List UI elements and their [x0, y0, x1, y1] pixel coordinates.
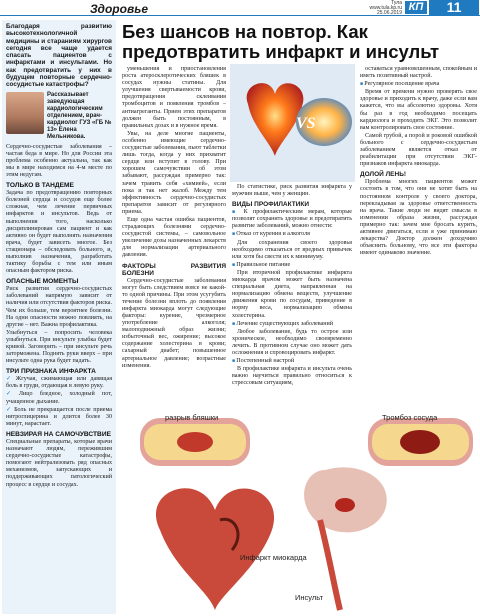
article-column-2	[232, 184, 352, 406]
sidebar-paragraph: Сердечно-сосудистые заболевания – частая беда в мире. Но для России эта проблема особенно актуальна, так как мы в мире находимся на 4-м месте по этим недугам.	[6, 143, 112, 179]
column-bullet: ■ Лечение существующих заболеваний	[232, 321, 352, 328]
column-paragraph: Время от времени нужно проверять свое здоровье и приходить к врачу, даже если вам кажется, что вы абсолютно здоровы. Хотя бы раз в год необходимо посещать кардиолога и проходить ЭКГ. Это позволит вам контролировать свое состояние.	[360, 89, 477, 131]
sidebar-column	[2, 20, 116, 614]
column-heading: ДОЛОЙ ЛЕНЬ!	[360, 171, 407, 179]
page-number: 11	[429, 0, 479, 15]
column-paragraph: В профилактике инфаркта и инсульта очень важно научиться правильно относиться к стрессовым ситуациям,	[232, 366, 352, 387]
column-heading: ФАКТОРЫ РАЗВИТИЯ БОЛЕЗНИ	[122, 262, 226, 277]
article-headline: Без шансов на повтор. Как предотвратить инфаркт и инсульт	[122, 21, 440, 62]
sidebar-paragraph: Улыбнуться – попросить человека улыбнуться. При инсульте улыбка будет кривой. Заговорить – при инсульте речь заторможена. Поднять руки вверх – при инсульте одна рука будет падать.	[6, 329, 112, 365]
column-paragraph: Сердечно-сосудистые заболевания могут быть следствием вовсе не какой-то одной причины. При этом усугубить течение болезни вплоть до появления инфаркта миокарда могут следующие факторы: курение, чрезмерное употребление алкоголя; малоподвижный образ жизни; избыточный вес, ожирение; высокое содержание холестерина в крови; сахарный диабет; повышенное артериальное давление; возрастные изменения.	[122, 277, 226, 369]
article-column-3	[360, 66, 477, 406]
column-paragraph: Проблема многих пациентов может состоять в том, что они не хотят быть на постоянном контроле у своего доктора, перекладывая за здоровье ответственность на врача. Такие люди не видят смысла в изменении образа жизни, рассуждая примерно так: зачем мне бросать курить, активнее двигаться, если я уже принимаю лекарства? Доктор должен доходчиво объяснить больному, что все эти факторы имеют одинаково значение.	[360, 179, 477, 257]
column-bullet: ■ Правильное питание	[232, 262, 352, 269]
column-bullet: ■ Отказ от курения и алкоголя	[232, 231, 352, 238]
symptom-item: ✓ Лицо бледное, холодный пот, учащенное дыхание.	[6, 391, 112, 405]
page-header	[0, 0, 480, 16]
symptom-item: ✓ Боль не прекращается после приема нитроглицерина и длится более 30 минут, нарастает.	[6, 407, 112, 428]
author-caption: Рассказывает заведующая кардиологическим отделением, врач-кардиолог ГУЗ «ГБ № 13» Елена Мельникова.	[47, 91, 112, 140]
column-paragraph: Любое заболевание, будь то острое или хроническое, необходимо своевременно лечить. В противном случае оно может дать осложнения и спровоцировать инфаркт.	[232, 328, 352, 356]
sidebar-paragraph: Специальные препараты, которые врачи назначают людям, пережившим сердечно-сосудистые катастрофы, помогают нейтрализовать ряд опасных механизмов, запускающих и поддерживающих патологический процесс в сердце и сосудах.	[6, 438, 112, 488]
column-paragraph: По статистике, риск развития инфаркта у мужчин выше, чем у женщин.	[232, 184, 352, 198]
header-meta	[368, 1, 402, 16]
sidebar-heading: ТОЛЬКО В ТАНДЕМЕ	[6, 182, 74, 190]
column-paragraph: Самой грубой, а порой и роковой ошибкой больного с сердечно-сосудистым заболеванием является отказ от реабилитации при отсутствии ЭКГ-признаков инфаркта миокарда.	[360, 132, 477, 168]
stroke-label: Инсульт	[295, 593, 324, 602]
column-paragraph: При вторичной профилактике инфаркта миокарда врачом может быть назначена специальная диета, направленная на нормализацию обмена веществ, улучшение движения крови по сосудам, приведение в норму веса, нормализацию обмена холестерина.	[232, 269, 352, 319]
column-bullet: ■ Постепенный настрой	[232, 358, 352, 365]
symptom-item: ✓ Жгучая, сжимающая или давящая боль в груди, отдающая в левую руку.	[6, 376, 112, 390]
sidebar-paragraph: Риск развития сердечно-сосудистых заболеваний напрямую зависит от наличия или отсутствия факторов риска. Чем их больше, тем вероятнее болезни. На одни опасности можно повлиять, на другие – нет. Важна профилактика.	[6, 286, 112, 328]
sidebar-heading: ОПАСНЫЕ МОМЕНТЫ	[6, 278, 79, 286]
sidebar-heading: НЕВЗИРАЯ НА САМОЧУВСТВИЕ	[6, 430, 111, 438]
column-paragraph: Еще одна частая ошибка пациентов, страдающих болезнями сердечно-сосудистой системы, – самовольное увеличение дозы назначенных лекарств для нормализации артериального давления.	[122, 216, 226, 259]
header-site: www.tula.kp.ru	[369, 5, 402, 11]
article-column-1	[122, 66, 226, 406]
author-photo	[6, 92, 44, 134]
author-block	[6, 92, 112, 141]
column-bullet: ■ Регулярное посещение врача	[360, 81, 477, 88]
column-paragraph: уменьшения и приостановления роста атеросклеротических бляшек в сосудах нужны статины. Для улучшения свертываемости крови, предотвращения склеивания тромбоцитов и появления тромбов – антиагреганты. Прием этих препаратов должен быть постоянным, в правильных дозах и в нужное время.	[122, 66, 226, 129]
section-title: Здоровье	[90, 2, 149, 16]
header-city: Тула	[391, 0, 402, 6]
thrombus-label: Тромбоз сосуда	[382, 413, 438, 422]
sidebar-paragraph: Задача по предотвращению повторных болезней сердца и сосудов еще более сложная, чем лечение первичных инфарктов и инсультов. Ведь от выполнения того, насколько дисциплинирован сам пациент и как активно он будет выполнять назначения врача, будет зависеть многое. Без стационара – обследовать больного, и, выполнив назначения, разработать тактику борьбы с тем или иным опасным фактором риска.	[6, 190, 112, 275]
newspaper-logo: КП	[405, 1, 427, 14]
sidebar-heading: ТРИ ПРИЗНАКА ИНФАРКТА	[6, 368, 96, 376]
column-paragraph: Увы, на деле многие пациенты, особенно имеющие сердечно-сосудистые заболевания, пьют таблетки лишь тогда, когда у них прихватит сердце или вступит в голову. При хорошем самочувствии об этом забывают, рассуждая примерно так: зачем травить себя «химией», если пока и так нет жалоб. Между тем эффективность сердечно-сосудистых препаратов зависит от регулярного приема.	[122, 130, 226, 215]
column-paragraph: Для сохранения своего здоровья необходимо отказаться от вредных привычек или хотя бы свести их к минимуму.	[232, 239, 352, 260]
header-date: 25.06.2019	[376, 10, 402, 16]
infarct-label: Инфаркт миокарда	[240, 553, 307, 562]
plaque-label: разрыв бляшки	[165, 413, 219, 422]
intro-text: Благодаря развитию высокотехнологичной медицины и стараниям хирургов сегодня все чаще удается спасать пациентов с инфарктами и инсультами. Но как предотвратить у них в будущем повторные сердечно-сосудистые катастрофы?	[6, 23, 112, 89]
column-paragraph: оставаться уравновешенным, спокойным и иметь позитивный настрой.	[360, 66, 477, 80]
vs-label: VS	[296, 115, 316, 132]
column-heading: ВИДЫ ПРОФИЛАКТИКИ	[232, 201, 310, 209]
heart-brain-illustration	[230, 64, 355, 182]
column-bullet: ■ К профилактическим мерам, которые позволят сохранить здоровье и предотвратить развитие заболеваний, можно отнести:	[232, 209, 352, 230]
cardiovascular-illustration	[120, 410, 478, 614]
